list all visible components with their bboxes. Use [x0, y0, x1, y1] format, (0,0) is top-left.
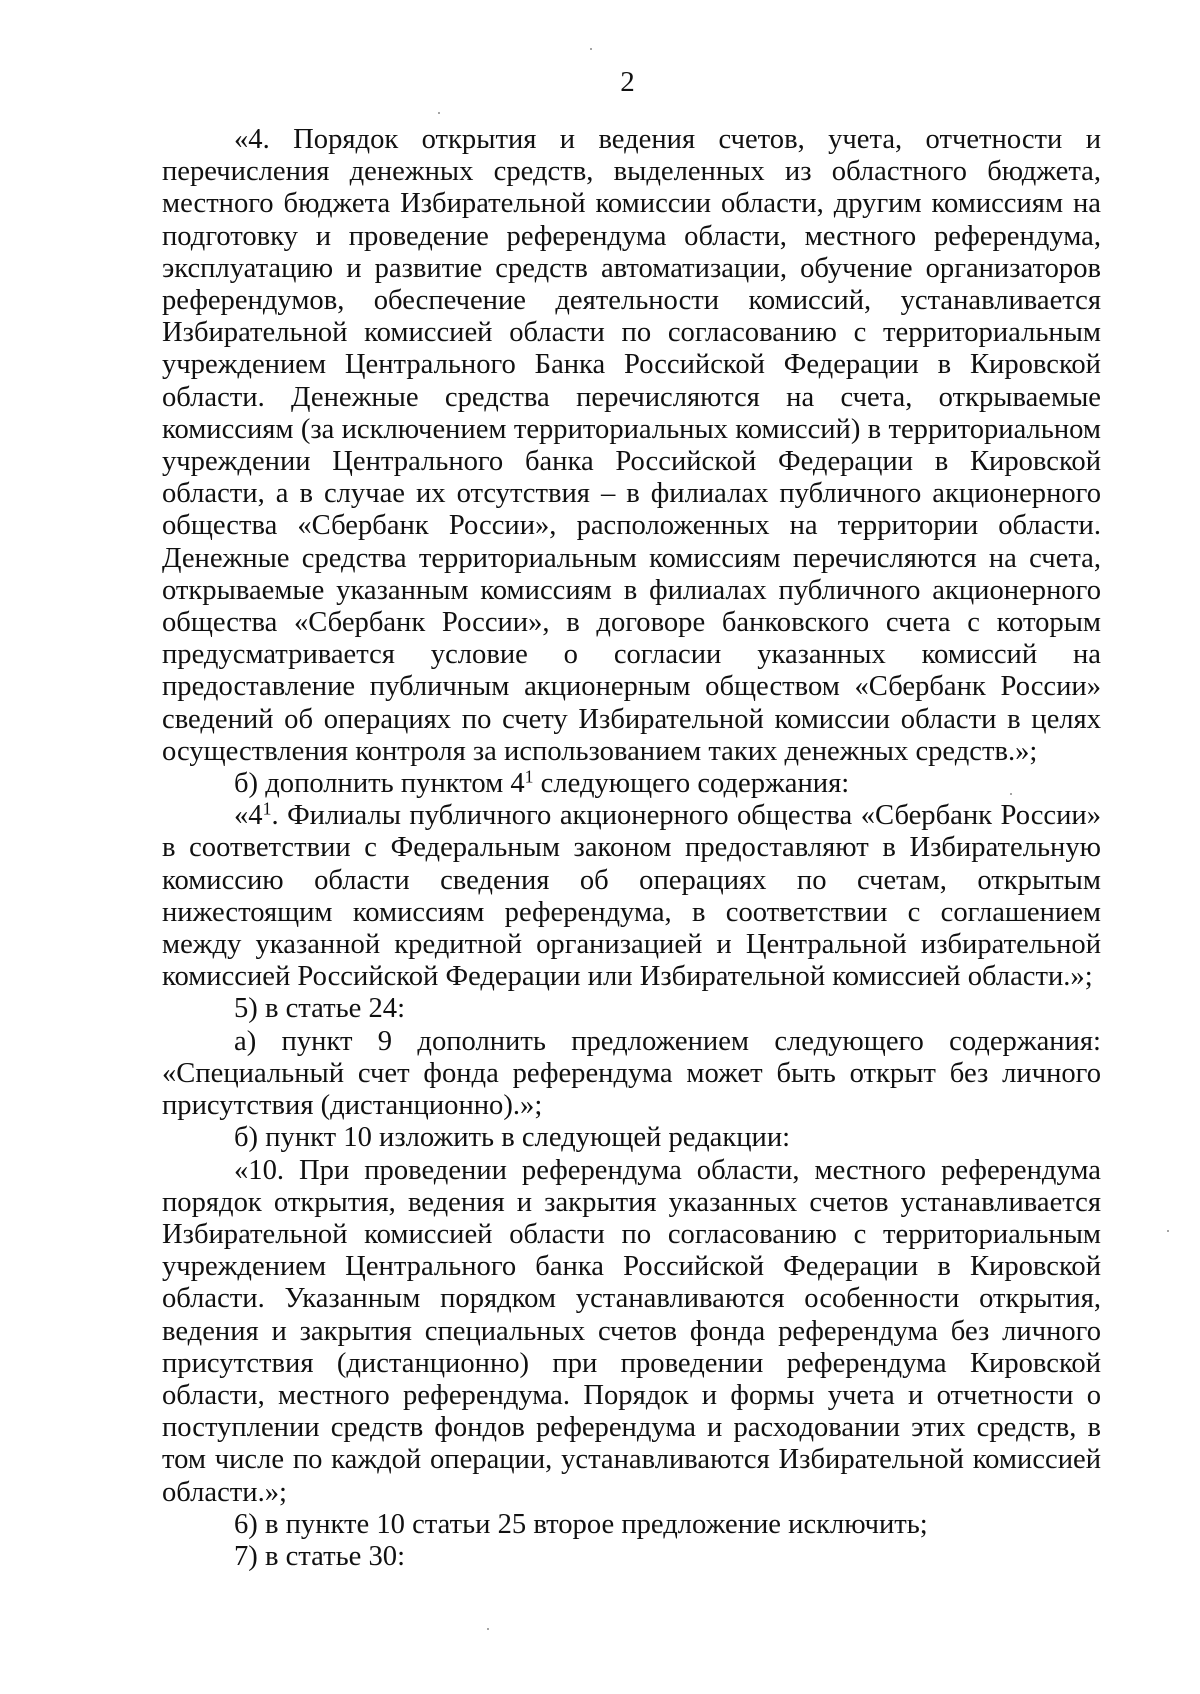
scan-artifact [1010, 793, 1012, 795]
scan-artifact [1167, 1230, 1169, 1232]
superscript: 1 [524, 766, 534, 787]
scan-artifact [487, 1628, 489, 1630]
scan-artifact [438, 112, 440, 114]
paragraph-article-4-1 [162, 800, 1101, 993]
superscript: 1 [262, 798, 272, 819]
paragraph-item-b: б) пункт 10 изложить в следующей редакции: [234, 1122, 791, 1154]
page-number: 2 [620, 66, 635, 98]
paragraph-article-4: «4. Порядок открытия и ведения счетов, учета, отчетности и перечисления денежных средств, выделенных из областного бюджета, местного бюджета Избирательной комиссии области, другим комиссиям на подготовку и проведение референдума области, местного референдума, эксплуатацию и развитие средств автоматизации, обучение организаторов референдумов, обеспечение деятельности комиссий, устанавливается Избирательной комиссией области по согласованию с территориальным учреждением Центрального Банка Российской Федерации в Кировской области. Денежные средства перечисляются на счета, открываемые комиссиям (за исключением территориальных комиссий) в территориальном учреждении Центрального банка Российской Федерации в Кировской области, а в случае их отсутствия – в филиалах публичного акционерного общества «Сбербанк России», расположенных на территории области. Денежные средства территориальным комиссиям перечисляются на счета, открываемые указанным комиссиям в филиалах публичного акционерного общества «Сбербанк России», в договоре банковского счета с которым предусматривается условие о согласии указанных комиссий на предоставление публичным акционерным обществом «Сбербанк России» сведений об операциях по счету Избирательной комиссии области в целях осуществления контроля за использованием таких денежных средств.»; [162, 124, 1101, 767]
scan-artifact [590, 48, 592, 50]
paragraph-item-b-add-4-1 [162, 768, 1101, 800]
paragraph-article-10: «10. При проведении референдума области, местного референдума порядок открытия, ведения и закрытия указанных счетов устанавливается Избирательной комиссией области по согласованию с территориальным учреждением Центрального банка Российской Федерации в Кировской области. Указанным порядком устанавливаются особенности открытия, ведения и закрытия специальных счетов фонда референдума без личного присутствия (дистанционно) при проведении референдума Кировской области, местного референдума. Порядок и формы учета и отчетности о поступлении средств фондов референдума и расходовании этих средств, в том числе по каждой операции, устанавливаются Избирательной комиссией области.»; [162, 1154, 1101, 1508]
paragraph-text: б) дополнить пунктом 4 [234, 768, 525, 800]
paragraph-item-6: 6) в пункте 10 статьи 25 второе предложение исключить; [234, 1508, 928, 1540]
document-body [162, 124, 1101, 1573]
paragraph-text: «4 [234, 800, 263, 832]
paragraph-item-5: 5) в статье 24: [234, 993, 406, 1025]
paragraph-text: . Филиалы публичного акционерного общества «Сбербанк России» в соответствии с Федеральным законом предоставляют в Избирательную комиссию области сведения об операциях по счетам, открытым нижестоящим комиссиям референдума, в соответствии с соглашением между указанной кредитной организацией и Центральной избирательной комиссией Российской Федерации или Избирательной комиссией области.»; [162, 800, 1101, 993]
paragraph-text: следующего содержания: [533, 768, 850, 800]
paragraph-item-7: 7) в статье 30: [234, 1540, 406, 1572]
paragraph-item-a: а) пункт 9 дополнить предложением следующего содержания: «Специальный счет фонда референдума может быть открыт без личного присутствия (дистанционно).»; [162, 1025, 1101, 1122]
